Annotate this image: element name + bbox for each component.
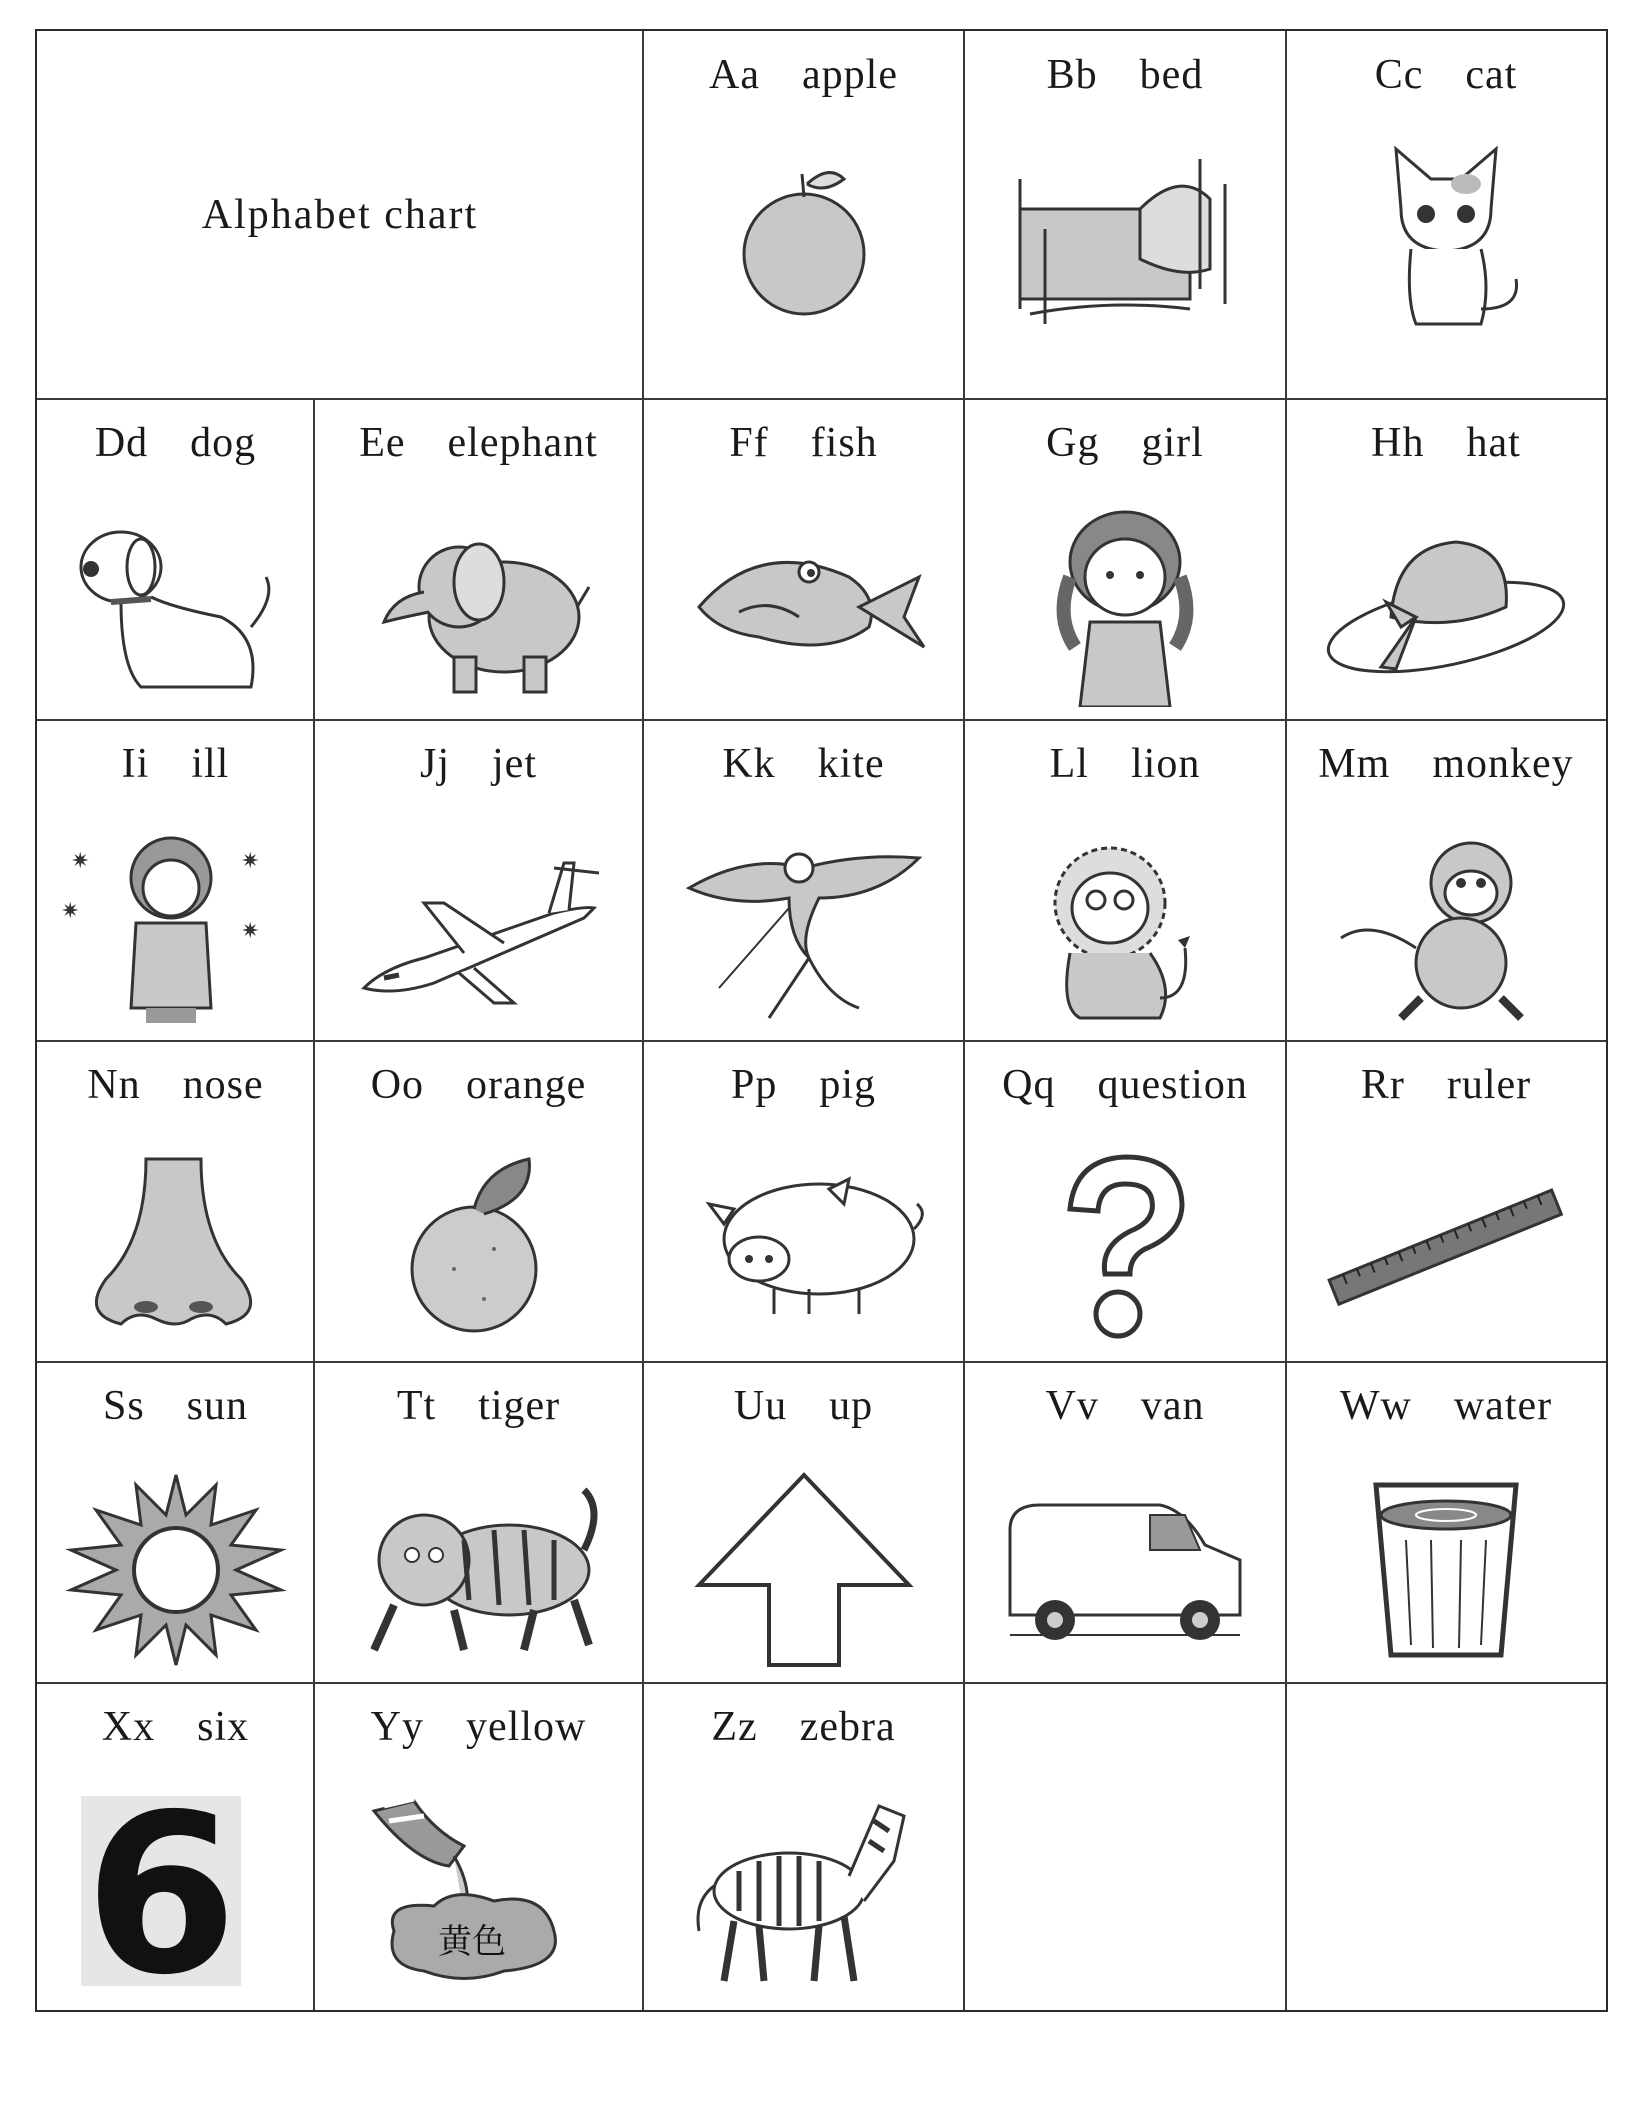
alphabet-cell-zebra xyxy=(643,1683,964,2010)
dog-icon xyxy=(51,507,301,707)
letter-pair: Bb xyxy=(1046,52,1098,98)
word: dog xyxy=(190,420,257,466)
ruler-icon xyxy=(1321,1149,1571,1349)
letter-pair: Pp xyxy=(730,1062,778,1108)
word: apple xyxy=(802,52,898,98)
cell-label xyxy=(964,419,1286,467)
word: ruler xyxy=(1446,1062,1532,1108)
cell-label xyxy=(37,1382,314,1430)
kite-icon xyxy=(679,828,929,1028)
cell-label xyxy=(37,1703,314,1751)
word: nose xyxy=(182,1062,264,1108)
alphabet-cell-pig xyxy=(643,1041,964,1362)
pig-icon xyxy=(679,1149,929,1349)
cell-label xyxy=(964,740,1286,788)
fish-icon xyxy=(679,507,929,707)
up-arrow-icon xyxy=(679,1470,929,1670)
cell-label xyxy=(37,740,314,788)
alphabet-cell-question xyxy=(964,1041,1286,1362)
word: up xyxy=(829,1383,874,1429)
alphabet-cell-tiger xyxy=(314,1362,643,1683)
alphabet-cell-lion xyxy=(964,720,1286,1041)
cell-label xyxy=(1286,1382,1606,1430)
letter-pair: Rr xyxy=(1360,1062,1405,1108)
letter-pair: Cc xyxy=(1374,52,1424,98)
cell-label xyxy=(964,51,1286,99)
sun-icon xyxy=(51,1470,301,1670)
elephant-icon xyxy=(354,507,604,707)
alphabet-cell-six xyxy=(37,1683,314,2010)
letter-pair: Xx xyxy=(101,1704,156,1750)
letter-pair: Ff xyxy=(729,420,769,466)
word: six xyxy=(197,1704,250,1750)
word: kite xyxy=(817,741,885,787)
word: cat xyxy=(1465,52,1518,98)
chart-title: Alphabet chart xyxy=(201,192,479,238)
svg-text:✷: ✷ xyxy=(70,848,89,873)
letter-pair: Ii xyxy=(121,741,150,787)
letter-pair: Ll xyxy=(1049,741,1089,787)
orange-icon xyxy=(354,1149,604,1349)
alphabet-cell-monkey xyxy=(1286,720,1606,1041)
word: yellow xyxy=(466,1704,587,1750)
letter-pair: Uu xyxy=(733,1383,788,1429)
word: orange xyxy=(466,1062,587,1108)
question-mark-icon xyxy=(1000,1149,1250,1349)
cell-label xyxy=(643,51,964,99)
letter-pair: Qq xyxy=(1002,1062,1056,1108)
cell-label xyxy=(964,1382,1286,1430)
alphabet-cell-kite xyxy=(643,720,964,1041)
letter-pair: Kk xyxy=(722,741,776,787)
cell-label xyxy=(37,1061,314,1109)
cell-label xyxy=(314,419,643,467)
hat-icon xyxy=(1321,507,1571,707)
cell-label xyxy=(643,1703,964,1751)
letter-pair: Oo xyxy=(370,1062,425,1108)
cell-label xyxy=(964,1061,1286,1109)
alphabet-chart xyxy=(35,29,1608,2012)
letter-pair: Dd xyxy=(94,420,149,466)
alphabet-cell-cat xyxy=(1286,31,1606,399)
letter-pair: Nn xyxy=(87,1062,141,1108)
nose-icon xyxy=(51,1149,301,1349)
number-six-icon xyxy=(51,1791,301,1991)
yellow-paint-icon xyxy=(354,1791,604,1991)
svg-text:✷: ✷ xyxy=(240,918,259,943)
alphabet-cell-ill xyxy=(37,720,314,1041)
word: monkey xyxy=(1432,741,1574,787)
svg-text:✷: ✷ xyxy=(60,898,79,923)
letter-pair: Mm xyxy=(1318,741,1391,787)
letter-pair: Ee xyxy=(359,420,406,466)
cell-label xyxy=(314,1061,643,1109)
girl-icon xyxy=(1000,507,1250,707)
cell-label xyxy=(643,1061,964,1109)
cell-label xyxy=(643,740,964,788)
letter-pair: Gg xyxy=(1046,420,1100,466)
bed-icon xyxy=(1000,139,1250,339)
letter-pair: Jj xyxy=(420,741,451,787)
letter-pair: Zz xyxy=(711,1704,758,1750)
alphabet-cell-water xyxy=(1286,1362,1606,1683)
jet-icon xyxy=(354,828,604,1028)
word: pig xyxy=(819,1062,877,1108)
word: bed xyxy=(1139,52,1204,98)
letter-pair: Tt xyxy=(396,1383,437,1429)
word: tiger xyxy=(478,1383,561,1429)
letter-pair: Vv xyxy=(1045,1383,1099,1429)
alphabet-cell-orange xyxy=(314,1041,643,1362)
cell-label xyxy=(37,419,314,467)
cell-label xyxy=(1286,51,1606,99)
van-icon xyxy=(1000,1470,1250,1670)
alphabet-cell-elephant xyxy=(314,399,643,720)
word: hat xyxy=(1466,420,1521,466)
alphabet-cell-jet xyxy=(314,720,643,1041)
alphabet-cell-nose xyxy=(37,1041,314,1362)
alphabet-cell-dog xyxy=(37,399,314,720)
letter-pair: Aa xyxy=(709,52,761,98)
monkey-icon xyxy=(1321,828,1571,1028)
word: ill xyxy=(191,741,230,787)
letter-pair: Yy xyxy=(370,1704,425,1750)
six-digit: 6 xyxy=(83,1791,238,1991)
lion-icon xyxy=(1000,828,1250,1028)
cell-label xyxy=(314,1703,643,1751)
paint-label: 黄色 xyxy=(437,1922,506,1962)
zebra-icon xyxy=(679,1791,929,1991)
letter-pair: Hh xyxy=(1371,420,1425,466)
cat-icon xyxy=(1321,139,1571,339)
word: sun xyxy=(186,1383,249,1429)
alphabet-cell-sun xyxy=(37,1362,314,1683)
word: jet xyxy=(492,741,537,787)
word: girl xyxy=(1141,420,1204,466)
cell-label xyxy=(314,740,643,788)
word: question xyxy=(1097,1062,1248,1108)
alphabet-cell-ruler xyxy=(1286,1041,1606,1362)
alphabet-cell-apple xyxy=(643,31,964,399)
word: lion xyxy=(1130,741,1201,787)
water-glass-icon xyxy=(1321,1470,1571,1670)
tiger-icon xyxy=(354,1470,604,1670)
apple-icon xyxy=(679,139,929,339)
letter-pair: Ss xyxy=(102,1383,145,1429)
word: van xyxy=(1140,1383,1205,1429)
letter-pair: Ww xyxy=(1339,1383,1412,1429)
word: zebra xyxy=(799,1704,896,1750)
word: elephant xyxy=(447,420,598,466)
alphabet-cell-up xyxy=(643,1362,964,1683)
cell-label xyxy=(1286,1061,1606,1109)
cell-label xyxy=(643,1382,964,1430)
alphabet-cell-hat xyxy=(1286,399,1606,720)
svg-text:✷: ✷ xyxy=(240,848,259,873)
ill-girl-icon xyxy=(51,828,301,1028)
cell-label xyxy=(1286,419,1606,467)
cell-label xyxy=(643,419,964,467)
cell-label xyxy=(1286,740,1606,788)
word: water xyxy=(1453,1383,1553,1429)
alphabet-cell-bed xyxy=(964,31,1286,399)
alphabet-cell-yellow xyxy=(314,1683,643,2010)
alphabet-cell-van xyxy=(964,1362,1286,1683)
alphabet-cell-fish xyxy=(643,399,964,720)
alphabet-cell-girl xyxy=(964,399,1286,720)
word: fish xyxy=(810,420,878,466)
cell-label xyxy=(314,1382,643,1430)
